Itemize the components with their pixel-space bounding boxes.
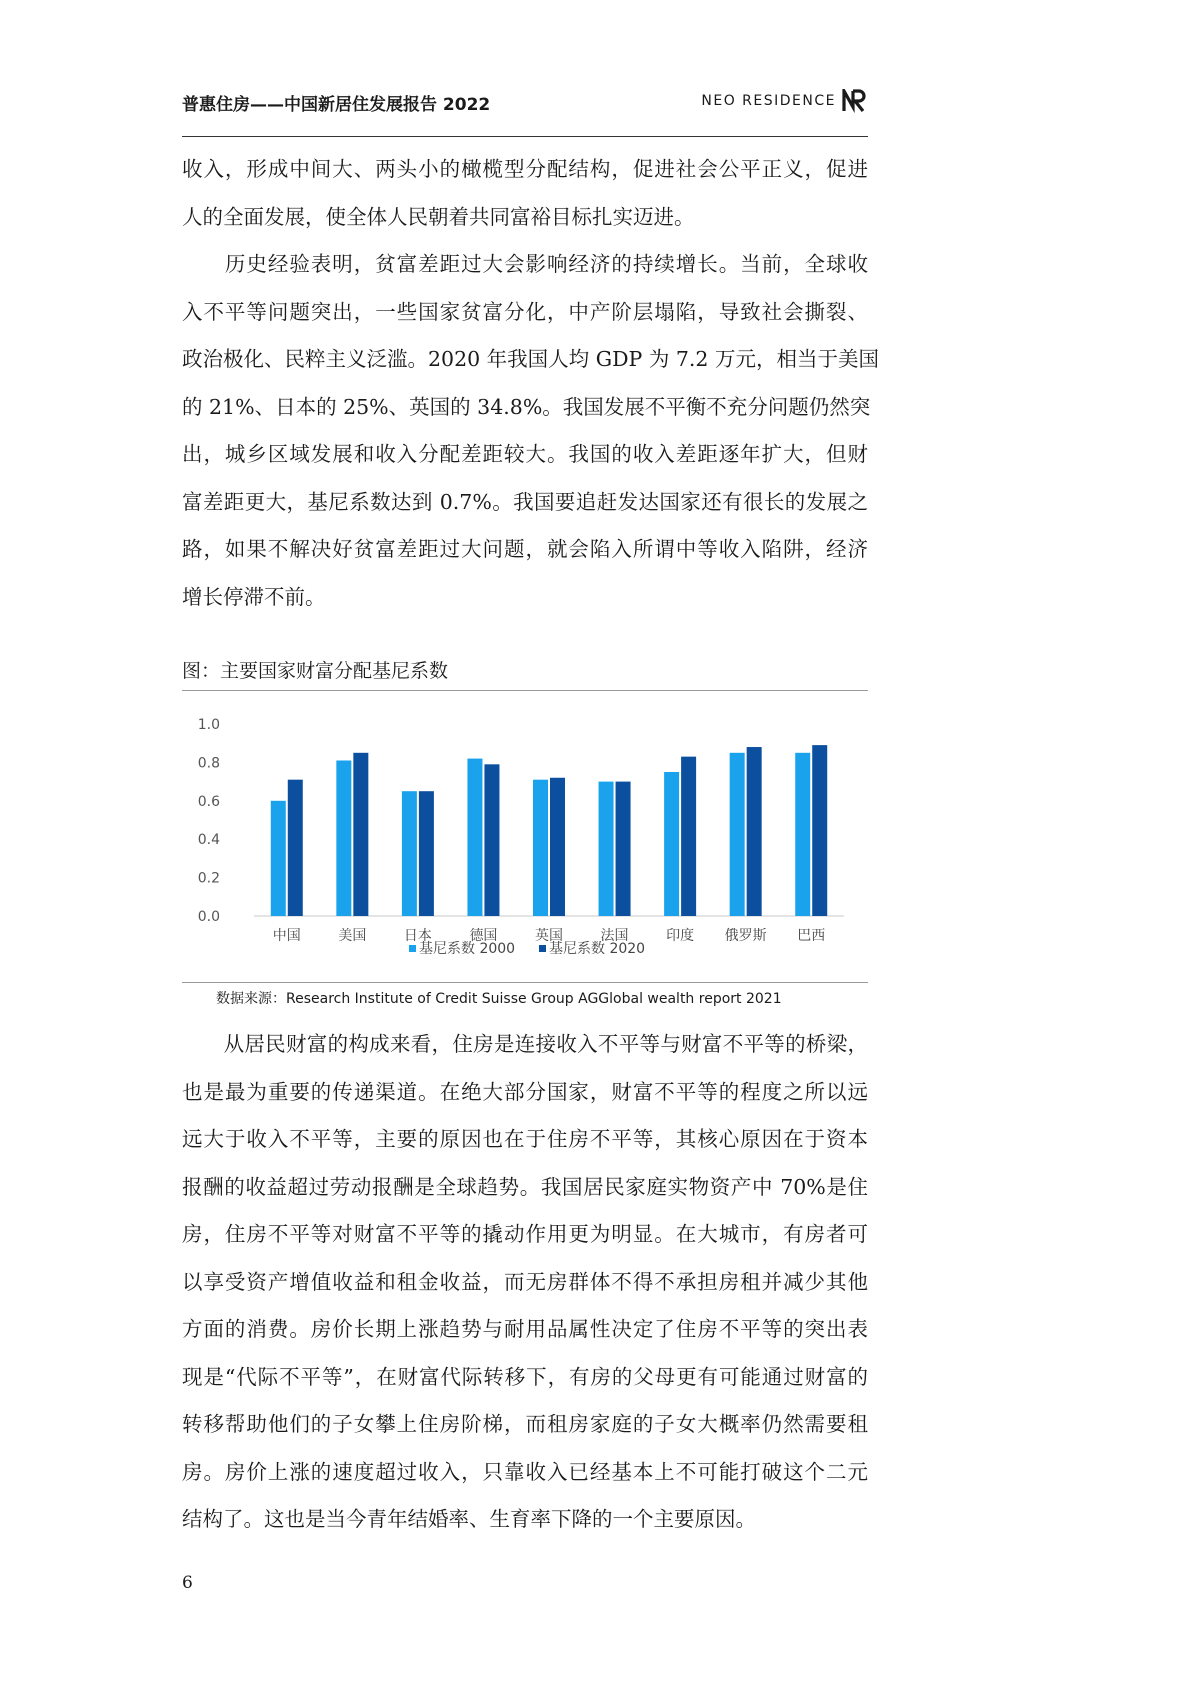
y-tick-label: 0.8 (197, 755, 220, 772)
nr-logo-icon (842, 89, 868, 113)
paragraph-line: 以享受资产增值收益和租金收益，而无房群体不得不承担房租并减少其他 (182, 1269, 868, 1294)
bar-2000-5 (599, 782, 614, 916)
paragraph-line: 增长停滞不前。 (182, 584, 326, 609)
body-paragraph (182, 146, 868, 241)
header-divider (182, 136, 868, 137)
body-paragraph (182, 241, 879, 621)
x-tick-label: 印度 (666, 928, 695, 944)
bar-2000-4 (533, 780, 548, 916)
y-tick-label: 0.4 (197, 832, 220, 849)
brand-name: NEO RESIDENCE (701, 93, 836, 109)
figure-caption: 图：主要国家财富分配基尼系数 (182, 660, 449, 682)
paragraph-line: 房，住房不平等对财富不平等的撬动作用更为明显。在大城市，有房者可 (182, 1222, 868, 1246)
bar-2020-4 (550, 778, 565, 916)
brand (700, 86, 868, 116)
bar-2000-2 (402, 791, 417, 916)
paragraph-line: 收入，形成中间大、两头小的橄榄型分配结构，促进社会公平正义，促进 (182, 157, 868, 181)
paragraph-line: 历史经验表明，贫富差距过大会影响经济的持续增长。当前，全球收 (182, 252, 868, 276)
legend-label: 基尼系数 2000 (419, 941, 516, 957)
bar-2020-6 (681, 757, 696, 916)
bar-2020-8 (812, 745, 827, 916)
legend-swatch (539, 945, 546, 952)
body-paragraph (182, 1021, 868, 1544)
x-tick-label: 英国 (535, 928, 563, 944)
bar-2020-1 (353, 753, 368, 916)
paragraph-line: 路，如果不解决好贫富差距过大问题，就会陷入所谓中等收入陷阱，经济 (182, 537, 868, 561)
paragraph-line: 富差距更大，基尼系数达到 0.7%。我国要追赶发达国家还有很长的发展之 (182, 489, 868, 514)
header-title: 普惠住房——中国新居住发展报告 2022 (182, 95, 491, 115)
paragraph-line: 入不平等问题突出，一些国家贫富分化，中产阶层塌陷，导致社会撕裂、 (182, 299, 868, 324)
x-tick-label: 美国 (338, 928, 367, 944)
legend-swatch (409, 945, 416, 952)
bar-2020-7 (747, 747, 762, 916)
paragraph-line: 人的全面发展，使全体人民朝着共同富裕目标扎实迈进。 (182, 204, 695, 229)
bar-2020-2 (419, 791, 434, 916)
data-source-note: 数据来源：Research Institute of Credit Suisse Group AGGlobal wealth report 2021 (216, 991, 782, 1007)
bar-2000-0 (271, 801, 286, 916)
bar-2000-8 (795, 753, 810, 916)
source-divider (182, 982, 868, 983)
x-tick-label: 法国 (600, 928, 629, 944)
paragraph-line: 远大于收入不平等，主要的原因也在于住房不平等，其核心原因在于资本 (182, 1127, 868, 1151)
x-tick-label: 日本 (403, 928, 432, 944)
bar-2020-3 (484, 764, 499, 916)
y-tick-label: 0.0 (197, 909, 220, 925)
bar-2020-5 (616, 782, 631, 916)
paragraph-line: 结构了。这也是当今青年结婚率、生育率下降的一个主要原因。 (182, 1507, 756, 1531)
caption-divider (182, 690, 868, 691)
paragraph-line: 转移帮助他们的子女攀上住房阶梯，而租房家庭的子女大概率仍然需要租 (182, 1412, 868, 1436)
bar-2000-3 (467, 759, 482, 916)
paragraph-line: 从居民财富的构成来看，住房是连接收入不平等与财富不平等的桥梁， (182, 1032, 868, 1056)
paragraph-line: 报酬的收益超过劳动报酬是全球趋势。我国居民家庭实物资产中 70%是住 (182, 1174, 868, 1199)
y-tick-label: 0.6 (197, 793, 220, 810)
paragraph-line: 政治极化、民粹主义泛滥。2020 年我国人均 GDP 为 7.2 万元，相当于美国 (182, 347, 879, 371)
paragraph-line: 现是“代际不平等”，在财富代际转移下，有房的父母更有可能通过财富的 (182, 1364, 868, 1389)
y-tick-label: 0.2 (197, 870, 220, 887)
x-tick-label: 俄罗斯 (724, 928, 767, 944)
page-number: 6 (182, 1573, 193, 1593)
x-tick-label: 巴西 (797, 928, 826, 944)
bar-2000-1 (336, 760, 351, 916)
paragraph-line: 房。房价上涨的速度超过收入，只靠收入已经基本上不可能打破这个二元 (182, 1459, 868, 1484)
x-tick-label: 中国 (272, 928, 301, 944)
paragraph-line: 出，城乡区域发展和收入分配差距较大。我国的收入差距逐年扩大，但财 (182, 442, 868, 466)
x-tick-label: 德国 (469, 928, 498, 944)
y-tick-label: 1.0 (197, 717, 220, 733)
paragraph-line: 的 21%、日本的 25%、英国的 34.8%。我国发展不平衡不充分问题仍然突 (182, 394, 871, 419)
bar-2000-6 (664, 772, 679, 916)
legend-label: 基尼系数 2020 (549, 941, 646, 957)
paragraph-line: 也是最为重要的传递渠道。在绝大部分国家，财富不平等的程度之所以远 (182, 1079, 868, 1104)
bar-2020-0 (288, 780, 303, 916)
bar-2000-7 (730, 753, 745, 916)
gini-bar-chart (182, 700, 868, 980)
paragraph-line: 方面的消费。房价长期上涨趋势与耐用品属性决定了住房不平等的突出表 (182, 1317, 868, 1341)
